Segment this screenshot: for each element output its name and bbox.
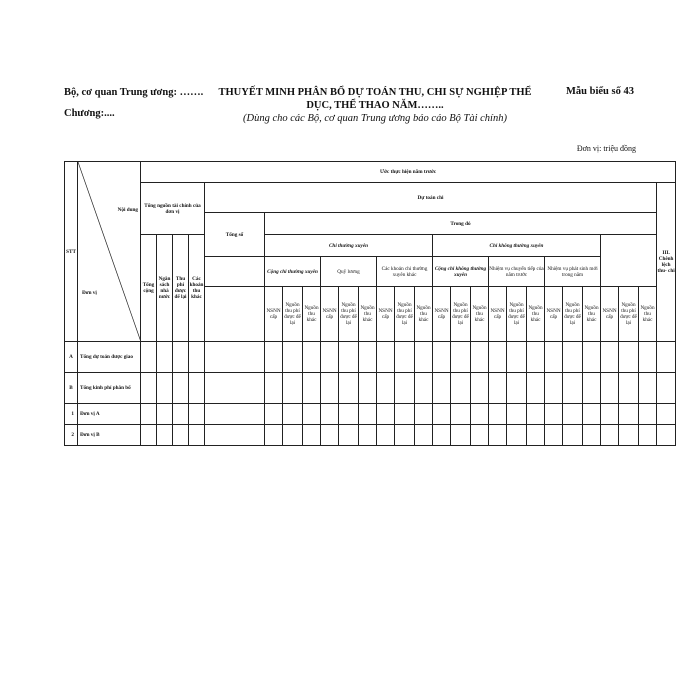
nguon-thu-khac-header: Nguồn thu khác [639, 287, 657, 342]
table-row [65, 404, 676, 425]
nguon-thu-khac-header: Nguồn thu khác [583, 287, 601, 342]
cac-khoan-thu-khac-header: Các khoản thu khác [189, 235, 205, 342]
cong-chi-tx-header: Cộng chi thường xuyên [265, 257, 321, 287]
diagonal-line [78, 162, 141, 342]
row-stt: B [65, 373, 78, 404]
stt-header: STT [65, 162, 78, 342]
nhiem-vu-chuyen-tiep-header: Nhiệm vụ chuyển tiếp của năm trước [489, 257, 545, 287]
nsnn-cap-header: NSNN cấp [545, 287, 563, 342]
document-title: THUYẾT MINH PHÂN BỔ DỰ TOÁN THU, CHI SỰ NGHIỆP THỂ DỤC, THỂ THAO NĂM…….. [218, 87, 532, 111]
ngan-sach-header: Ngân sách nhà nước [157, 235, 173, 342]
unit-label: Đơn vị: triệu đồng [576, 144, 636, 153]
nguon-thu-phi-header: Nguồn thu phí được để lại [619, 287, 639, 342]
don-vi-header: Đơn vị [82, 290, 97, 296]
table-row [65, 425, 676, 446]
diagonal-header-cell [78, 162, 141, 342]
tong-so-empty [205, 257, 265, 287]
table-row [65, 342, 676, 373]
nguon-thu-phi-header: Nguồn thu phí được để lại [283, 287, 303, 342]
chapter-label: Chương:.... [64, 108, 115, 119]
ministry-header [64, 86, 214, 120]
nguon-thu-khac-header: Nguồn thu khác [527, 287, 545, 342]
form-number: Mẫu biểu số 43 [566, 86, 634, 97]
nsnn-cap-header: NSNN cấp [377, 287, 395, 342]
du-toan-chi-header: Dự toán chi [205, 183, 657, 213]
nguon-thu-phi-header: Nguồn thu phí được để lại [395, 287, 415, 342]
nguon-thu-khac-header: Nguồn thu khác [303, 287, 321, 342]
cac-khoan-chi-tx-khac-header: Các khoản chi thường xuyên khác [377, 257, 433, 287]
tong-so-empty-2 [205, 287, 265, 342]
nsnn-cap-header: NSNN cấp [601, 287, 619, 342]
chenh-lech-header: III. Chênh lệch thu- chi [657, 183, 676, 342]
row-stt: 1 [65, 404, 78, 425]
row-stt: A [65, 342, 78, 373]
nsnn-cap-header: NSNN cấp [321, 287, 339, 342]
nguon-thu-khac-header: Nguồn thu khác [359, 287, 377, 342]
nguon-thu-khac-header: Nguồn thu khác [471, 287, 489, 342]
row-label: Đơn vị B [78, 425, 141, 446]
ministry-label: Bộ, cơ quan Trung ương: ……. [64, 87, 204, 98]
document-subtitle: (Dùng cho các Bộ, cơ quan Trung ương báo cáo Bộ Tài chính) [243, 113, 507, 124]
tong-so-header: Tổng số [205, 213, 265, 257]
quy-luong-header: Quỹ lương [321, 257, 377, 287]
thu-phi-header: Thu phí được để lại [173, 235, 189, 342]
nguon-thu-phi-header: Nguồn thu phí được để lại [563, 287, 583, 342]
tong-nguon-header: Tổng nguồn tài chính của đơn vị [141, 183, 205, 235]
nhiem-vu-phat-sinh-header: Nhiệm vụ phát sinh mới trong năm [545, 257, 601, 287]
row-label: Tổng kinh phí phân bổ [78, 373, 141, 404]
title-block [205, 86, 545, 125]
nsnn-cap-header: NSNN cấp [489, 287, 507, 342]
row-label: Đơn vị A [78, 404, 141, 425]
nguon-thu-khac-header: Nguồn thu khác [415, 287, 433, 342]
nguon-thu-phi-header: Nguồn thu phí được để lại [451, 287, 471, 342]
row-stt: 2 [65, 425, 78, 446]
table-row [65, 373, 676, 404]
cong-chi-ktx-header: Cộng chi không thường xuyên [433, 257, 489, 287]
noi-dung-header: Nội dung [117, 207, 138, 213]
trong-do-header: Trong đó [265, 213, 657, 235]
chi-khong-thuong-xuyen-header: Chi không thường xuyên [433, 235, 601, 257]
nsnn-cap-header: NSNN cấp [265, 287, 283, 342]
nguon-thu-phi-header: Nguồn thu phí được để lại [507, 287, 527, 342]
chi-thuong-xuyen-header: Chi thường xuyên [265, 235, 433, 257]
allocation-table [64, 161, 676, 446]
tong-cong-header: Tổng cộng [141, 235, 157, 342]
nguon-thu-phi-header: Nguồn thu phí được để lại [339, 287, 359, 342]
nsnn-cap-header: NSNN cấp [433, 287, 451, 342]
row-label: Tổng dự toán được giao [78, 342, 141, 373]
uoc-thuc-hien-header: Ước thực hiện năm trước [141, 162, 676, 183]
